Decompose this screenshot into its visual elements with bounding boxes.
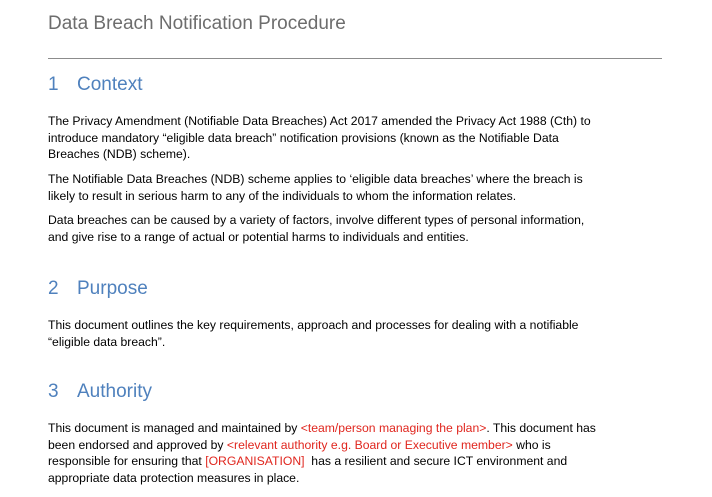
context-paragraph-2 [48, 171, 662, 204]
title-divider [48, 58, 662, 59]
paragraph-line [48, 437, 662, 454]
paragraph-line: Breaches (NDB) scheme). [48, 147, 191, 161]
section-heading-context [48, 74, 142, 96]
section-number: 1 [48, 74, 59, 95]
purpose-paragraph [48, 317, 662, 350]
text-run: who is [512, 437, 551, 452]
paragraph-line: “eligible data breach”. [48, 334, 166, 349]
placeholder-relevant-authority: <relevant authority e.g. Board or Executive member> [226, 437, 513, 452]
placeholder-organisation: [ORGANISATION] [205, 454, 305, 468]
paragraph-line: introduce mandatory “eligible data breach” notification provisions (known as the Notifiable Data [48, 130, 559, 145]
section-heading-purpose [48, 278, 148, 300]
paragraph-line: likely to result in serious harm to any of the individuals to whom the information relates. [48, 188, 517, 203]
text-run: This document is managed and maintained by [48, 421, 301, 435]
placeholder-team-person: <team/person managing the plan> [300, 421, 487, 435]
paragraph-line: This document outlines the key requirements, approach and processes for dealing with a notifiable [48, 318, 579, 332]
paragraph-line: appropriate data protection measures in place. [48, 470, 300, 485]
text-run: responsible for ensuring that [48, 454, 206, 468]
paragraph-line [48, 420, 662, 437]
paragraph-line [48, 453, 662, 470]
section-heading-authority [48, 381, 152, 403]
text-run: been endorsed and approved by [48, 437, 227, 452]
section-title: Purpose [77, 278, 148, 299]
section-number: 2 [48, 278, 59, 299]
paragraph-line: and give rise to a range of actual or potential harms to individuals and entities. [48, 229, 469, 244]
paragraph-line: Data breaches can be caused by a variety of factors, involve different types of personal information, [48, 213, 585, 227]
context-paragraph-3 [48, 212, 662, 245]
context-paragraph-1 [48, 113, 662, 163]
text-run: has a resilient and secure ICT environment and [304, 454, 568, 468]
text-run: . This document has [486, 421, 596, 435]
authority-paragraph [48, 420, 662, 486]
paragraph-line: The Notifiable Data Breaches (NDB) scheme applies to ‘eligible data breaches’ where the breach is [48, 172, 583, 186]
section-number: 3 [48, 381, 59, 402]
paragraph-line: The Privacy Amendment (Notifiable Data Breaches) Act 2017 amended the Privacy Act 1988 (Cth) to [48, 114, 591, 128]
document-title: Data Breach Notification Procedure [48, 13, 346, 34]
section-title: Context [77, 74, 143, 95]
section-title: Authority [77, 381, 152, 402]
